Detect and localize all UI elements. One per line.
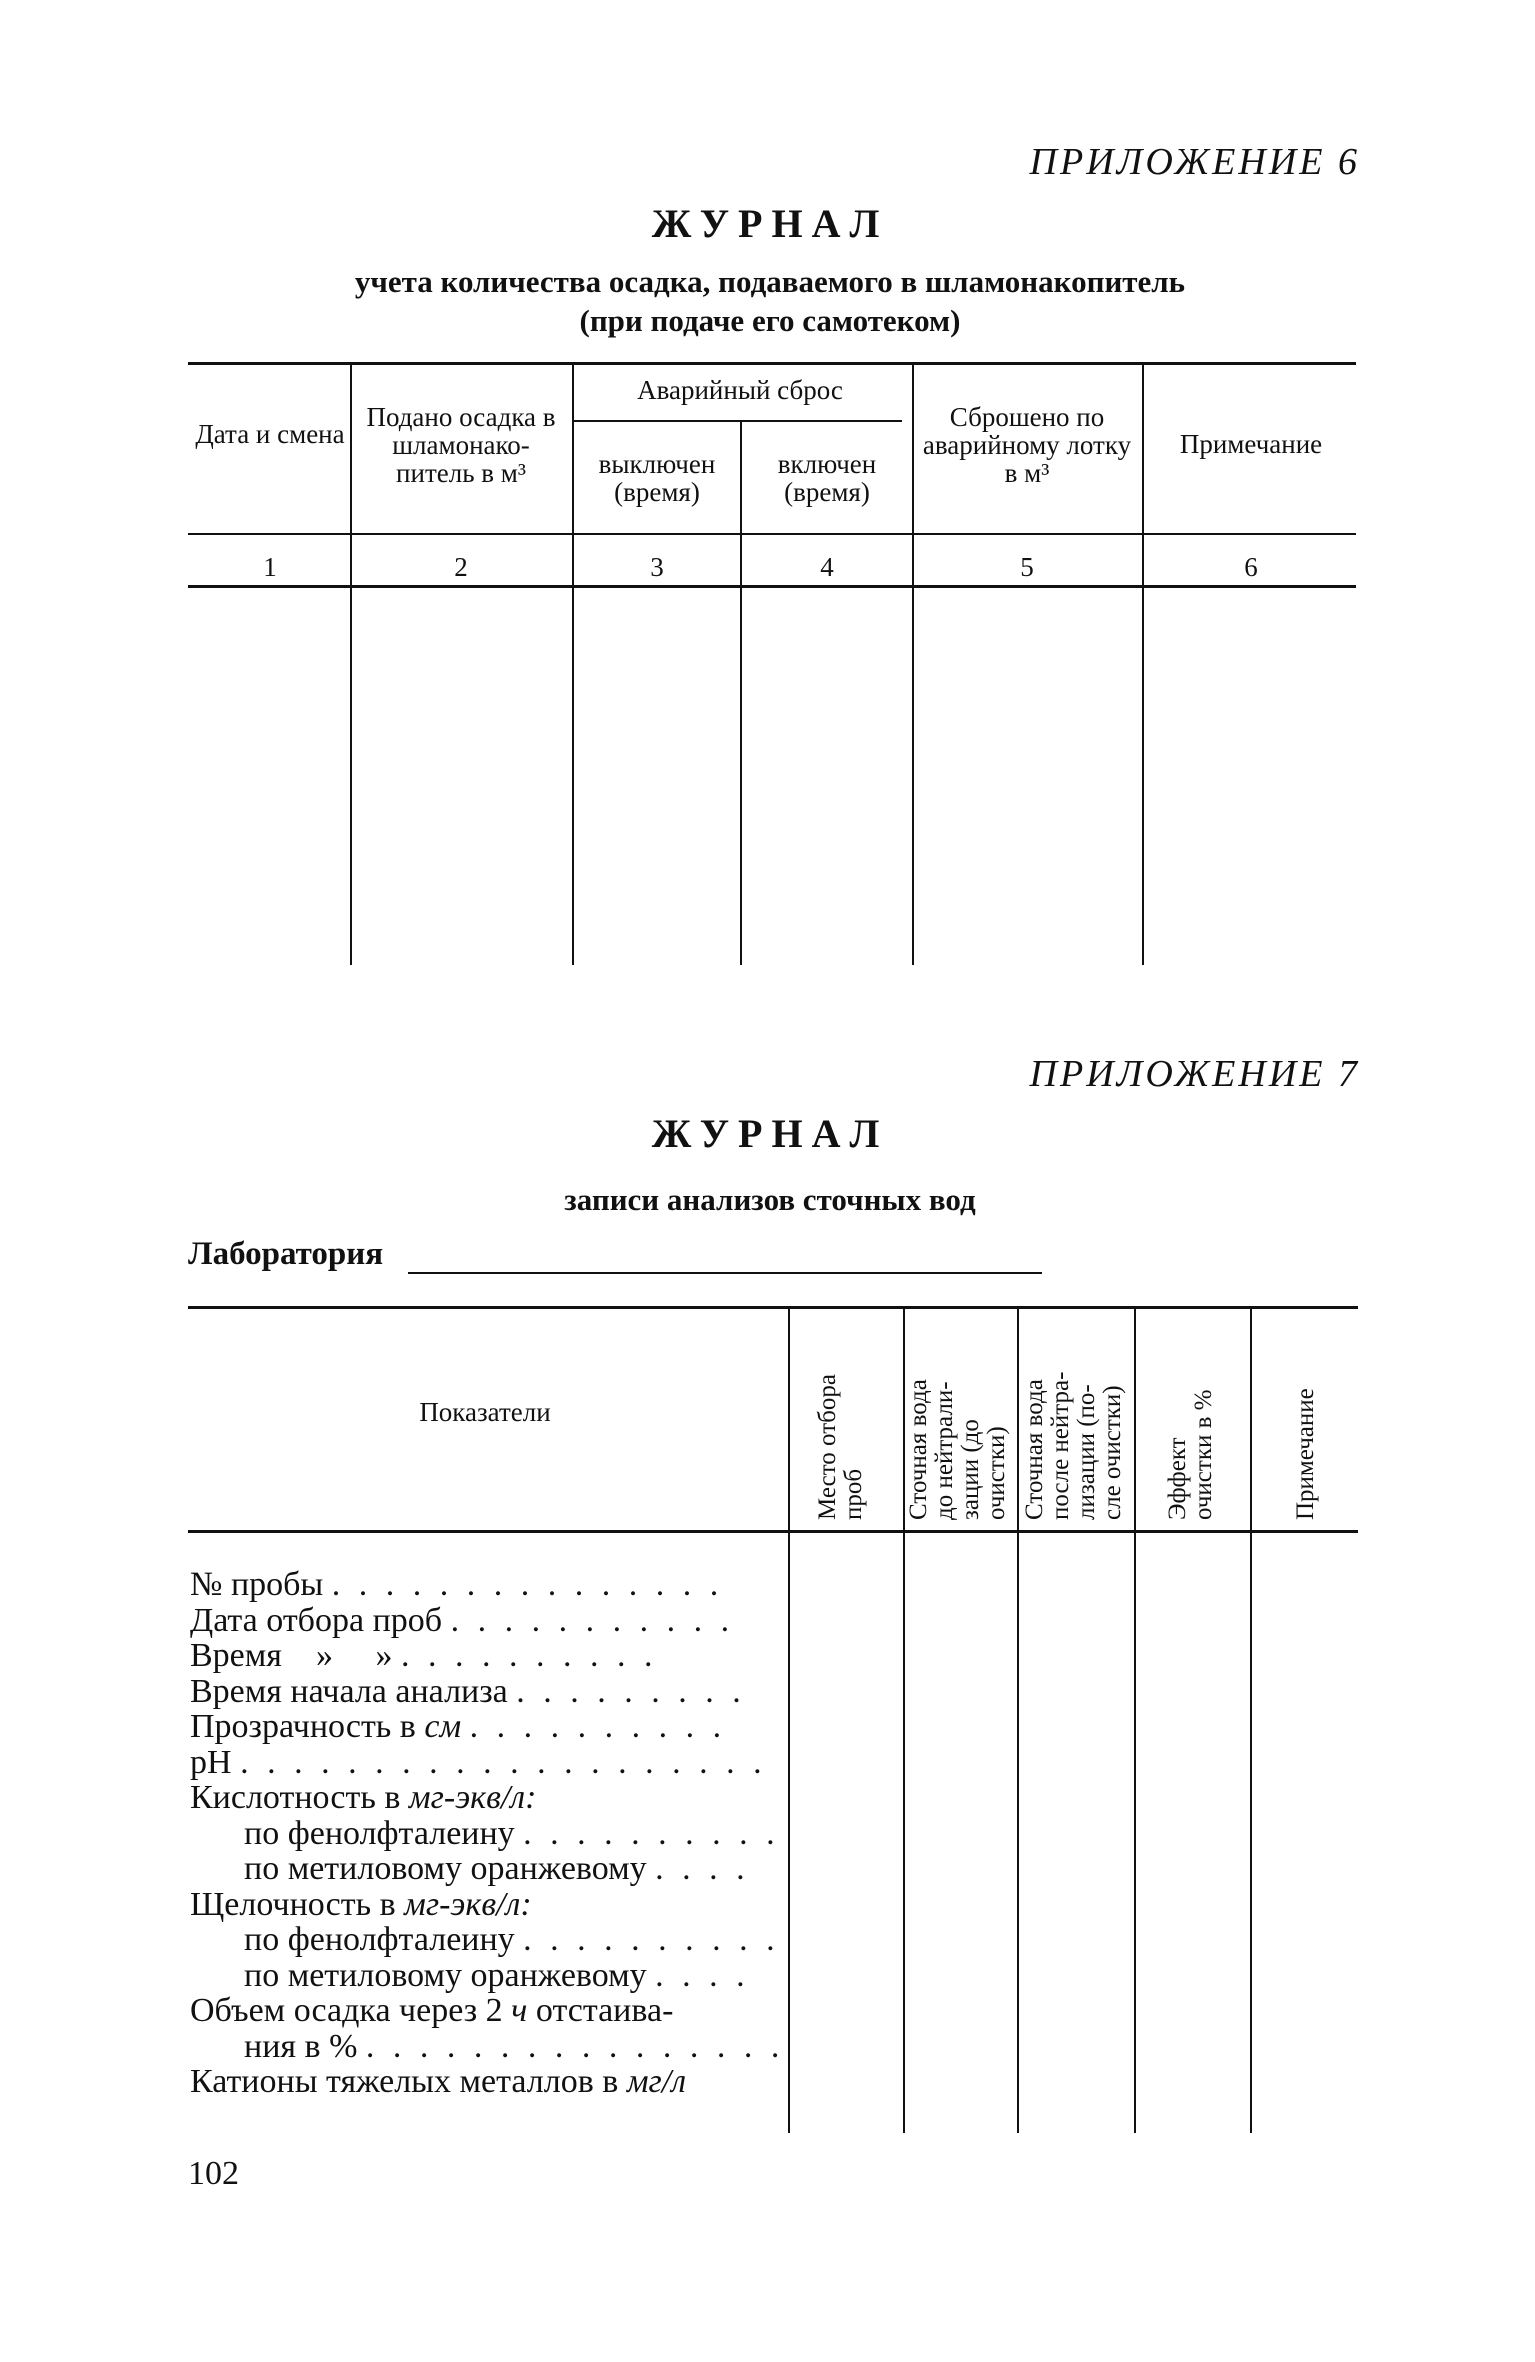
row-acidity-phenolphthalein: по фенолфталеину . . . . . . . . . . [244,1816,780,1851]
row-acidity: Кислотность в мг-экв/л: [190,1780,537,1815]
appendix-7-label: ПРИЛОЖЕНИЕ 7 [1029,1053,1360,1095]
col-number-3: 3 [650,552,664,582]
col-number-2: 2 [454,552,468,582]
laboratory-label: Лаборатория [188,1236,384,1272]
col-number-5: 5 [1020,552,1034,582]
row-alkalinity-methyl-orange: по метиловому оранжевому . . . . [244,1958,750,1993]
col-indicators-header: Показатели [419,1397,551,1427]
journal-1-title: ЖУРНАЛ [651,201,889,246]
journal-1-subtitle-line2: (при подаче его самотеком) [579,303,961,338]
row-transparency: Прозрачность в см . . . . . . . . . . [190,1709,727,1744]
row-alkalinity-phenolphthalein: по фенолфталеину . . . . . . . . . . [244,1922,780,1957]
page-number: 102 [188,2155,239,2192]
row-sample-number: № пробы . . . . . . . . . . . . . . . [190,1567,724,1602]
col-date-header: Дата и смена [195,419,345,449]
row-sampling-date: Дата отбора проб . . . . . . . . . . . [190,1603,735,1638]
col-effect-header: Эффект очистки в % [1164,1389,1217,1520]
col-on-header: включен (время) [777,449,877,507]
row-ph: pH . . . . . . . . . . . . . . . . . . . . [190,1745,767,1780]
row-alkalinity: Щелочность в мг-экв/л: [190,1887,532,1922]
col-note-header-2: Примечание [1292,1388,1319,1520]
appendix-6-label: ПРИЛОЖЕНИЕ 6 [1029,141,1360,183]
journal-2-subtitle: записи анализов сточных вод [564,1182,976,1217]
col-fed-header: Подано осадка в шламонако-питель в м³ [366,402,556,488]
col-number-1: 1 [263,552,277,582]
col-number-6: 6 [1244,552,1258,582]
col-emergency-group-header: Аварийный сброс [637,375,843,405]
row-heavy-metal-cations: Катионы тяжелых металлов в мг/л [190,2064,687,2099]
row-sediment-volume-cont: ния в % . . . . . . . . . . . . . . . . [244,2029,785,2064]
col-off-header: выключен (время) [598,449,716,507]
col-after-header: Сточная вода после нейтра- лизации (по- сле очистки) [1021,1371,1126,1520]
row-analysis-start-time: Время начала анализа . . . . . . . . . [190,1674,746,1709]
col-note-header: Примечание [1179,429,1323,459]
col-dumped-header: Сброшено по аварийному лотку в м³ [922,402,1132,488]
row-time: Время » » . . . . . . . . . . [190,1638,658,1673]
col-before-header: Сточная вода до нейтрали- зации (до очистки) [905,1379,1010,1520]
col-place-header: Место отбора проб [814,1374,867,1520]
row-sediment-volume: Объем осадка через 2 ч отстаива- [190,1993,674,2028]
col-number-4: 4 [820,552,834,582]
row-acidity-methyl-orange: по метиловому оранжевому . . . . [244,1851,750,1886]
journal-1-subtitle-line1: учета количества осадка, подаваемого в шламонакопитель [354,264,1186,299]
journal-2-title: ЖУРНАЛ [651,1111,889,1156]
